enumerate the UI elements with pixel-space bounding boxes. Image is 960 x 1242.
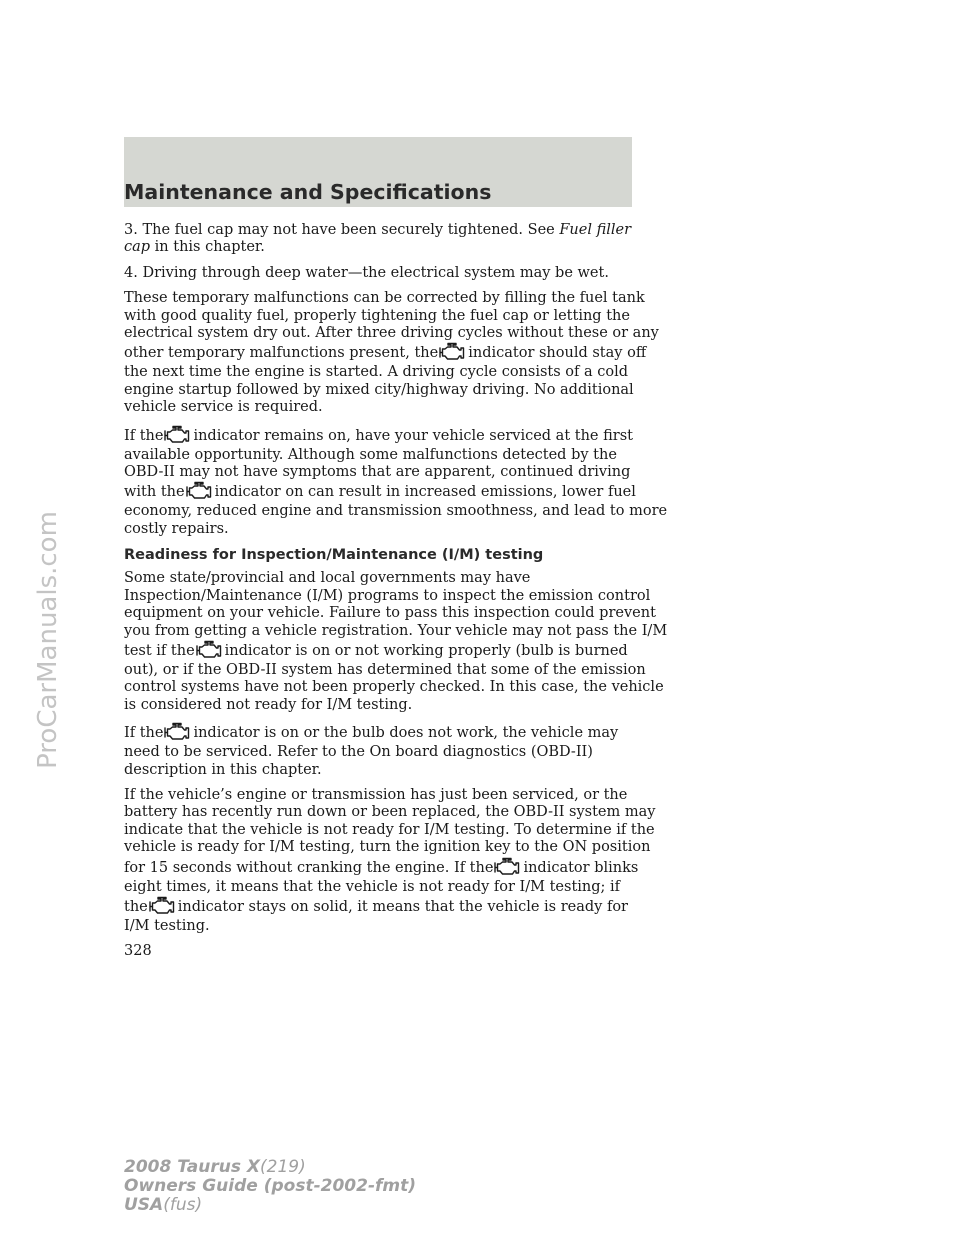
fuel-filler-cap-reference-cont: cap: [124, 239, 151, 256]
footer-model-code: (219): [260, 1157, 306, 1177]
check-engine-icon: [196, 640, 222, 660]
section-heading-readiness: Readiness for Inspection/Maintenance (I/M) testing: [124, 547, 544, 564]
footer-region-code: (fus): [163, 1195, 203, 1215]
paragraph-temporary-malfunctions: These temporary malfunctions can be corrected by filling the fuel tank with good quality fuel, properly tightening the fuel cap or letting the electrical system dry out. After three driving cycles without these or any other temporary malfunctions present, the indicator should stay off the next time the engine is started. A driving cycle consists of a cold engine startup followed by mixed city/highway driving. No additional vehicle service is required.: [124, 290, 659, 416]
check-engine-icon: [164, 425, 190, 445]
paragraph-im-programs: Some state/provincial and local governments may have Inspection/Maintenance (I/M) programs to inspect the emission control equipment on your vehicle. Failure to pass this inspection could prevent you from getting a vehicle registration. Your vehicle may not pass the I/M test if the indicator is on or not working properly (bulb is burned out), or if the OBD-II system has determined that some of the emission control systems have not been properly checked. In this case, the vehicle is considered not ready for I/M testing.: [124, 570, 668, 713]
check-engine-icon: [186, 481, 212, 501]
fuel-filler-cap-reference: Fuel filler: [559, 222, 632, 238]
footer-model: 2008 Taurus X: [124, 1157, 261, 1177]
footer-region: USA: [124, 1195, 164, 1215]
paragraph-readiness-check: If the vehicle’s engine or transmission has just been serviced, or the battery has recently run down or been replaced, the OBD-II system may indicate that the vehicle is not ready for I/M testing. To determine if the vehicle is ready for I/M testing, turn the ignition key to the ON position for 15 seconds without cranking the engine. If the indicator blinks eight times, it means that the vehicle is not ready for I/M testing; if the indicator stays on solid, it means that the vehicle is ready for I/M testing.: [124, 786, 656, 934]
check-engine-icon: [439, 342, 465, 362]
body-text: [124, 222, 668, 943]
paragraph-fuel-cap: 3. The fuel cap may not have been securely tightened. See Fuel filler cap in this chapter.: [124, 222, 632, 256]
paragraph-indicator-remains-on: If the indicator remains on, have your vehicle serviced at the first available opportunity. Although some malfunctions detected by the OBD-II may not have symptoms that are apparent, continued driving with the indicator on can result in increased emissions, lower fuel economy, reduced engine and transmission smoothness, and lead to more costly repairs.: [124, 425, 640, 539]
page-title: Maintenance and Specifications: [124, 180, 492, 204]
check-engine-icon: [149, 896, 175, 916]
footer-guide: Owners Guide (post-2002-fmt): [124, 1176, 417, 1196]
check-engine-icon: [164, 722, 190, 742]
watermark: ProCarManuals.com: [33, 511, 63, 769]
page-number: 328: [124, 943, 152, 959]
document-footer: [124, 1158, 416, 1215]
paragraph-deep-water: 4. Driving through deep water—the electrical system may be wet.: [124, 264, 609, 281]
paragraph-bulb-not-working: If the indicator is on or the bulb does not work, the vehicle may need to be serviced. Refer to the On board diagnostics (OBD-II) description in this chapter.: [124, 722, 640, 779]
check-engine-icon: [494, 857, 520, 877]
